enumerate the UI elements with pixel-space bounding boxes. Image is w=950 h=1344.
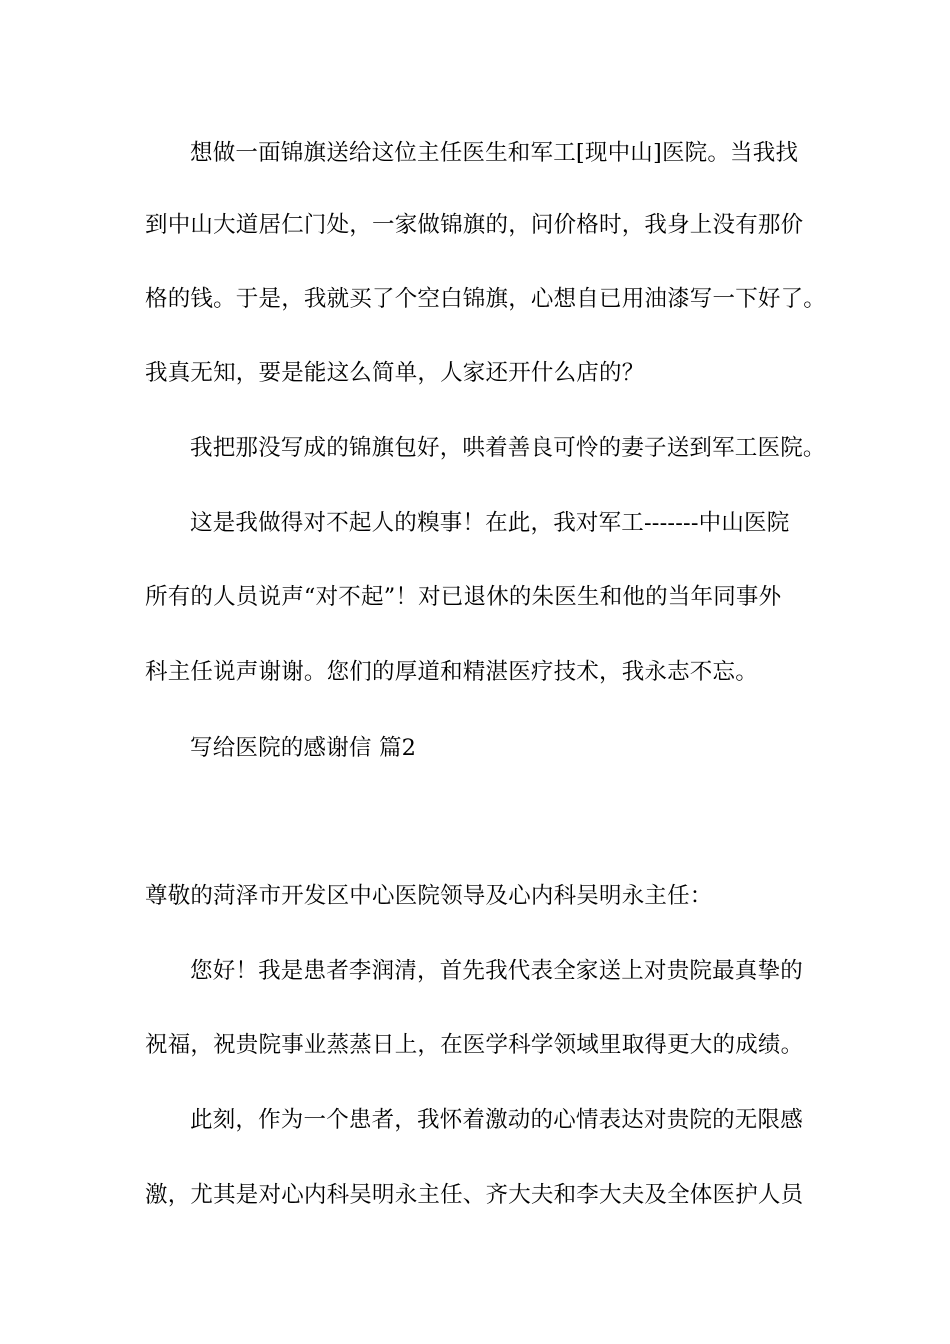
paragraph-line: 想做一面锦旗送给这位主任医生和军工[现中山]医院。当我找 xyxy=(190,140,799,166)
paragraph-line: 您好！我是患者李润清，首先我代表全家送上对贵院最真挚的 xyxy=(190,958,803,984)
paragraph-line: 我把那没写成的锦旗包好，哄着善良可怜的妻子送到军工医院。 xyxy=(190,435,826,461)
paragraph-line: 格的钱。于是，我就买了个空白锦旗，心想自已用油漆写一下好了。 xyxy=(145,286,827,312)
paragraph-line: 此刻，作为一个患者，我怀着激动的心情表达对贵院的无限感 xyxy=(190,1107,803,1133)
paragraph-line: 激，尤其是对心内科吴明永主任、齐大夫和李大夫及全体医护人员 xyxy=(145,1182,804,1208)
paragraph-line: 到中山大道居仁门处，一家做锦旗的，问价格时，我身上没有那价 xyxy=(145,212,804,238)
section-heading: 写给医院的感谢信 篇2 xyxy=(190,735,417,761)
paragraph-line: 所有的人员说声“对不起”！对已退休的朱医生和他的当年同事外 xyxy=(145,584,782,610)
paragraph-line: 科主任说声谢谢。您们的厚道和精湛医疗技术，我永志不忘。 xyxy=(145,659,758,685)
paragraph-line: 这是我做得对不起人的糗事！在此，我对军工-------中山医院 xyxy=(190,510,790,536)
paragraph-line: 我真无知，要是能这么简单，人家还开什么店的？ xyxy=(145,360,645,386)
paragraph-line: 祝福，祝贵院事业蒸蒸日上，在医学科学领域里取得更大的成绩。 xyxy=(145,1032,804,1058)
salutation: 尊敬的菏泽市开发区中心医院领导及心内科吴明永主任： xyxy=(145,883,713,909)
